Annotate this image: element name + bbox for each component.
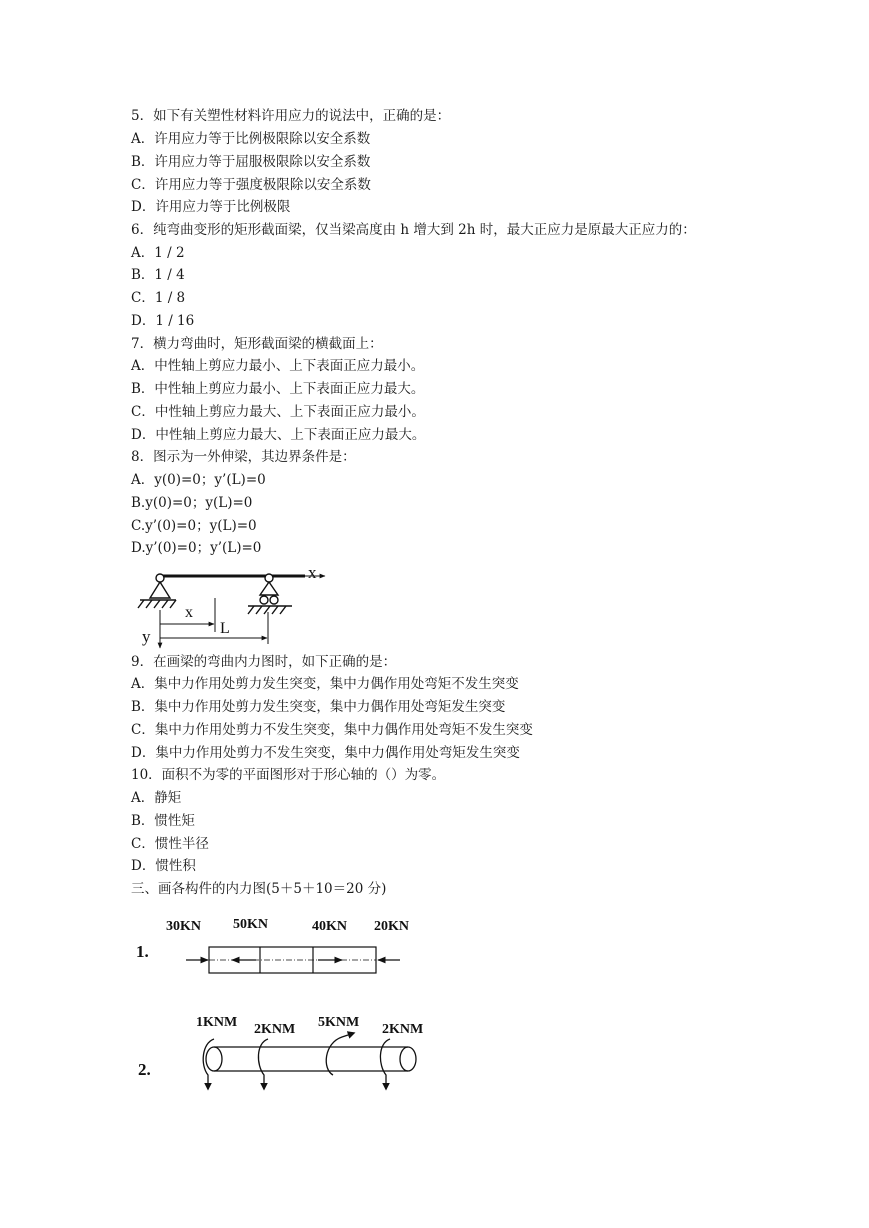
q7-option-a: A．中性轴上剪应力最小、上下表面正应力最小。	[131, 358, 425, 374]
q7-option-d: D．中性轴上剪应力最大、上下表面正应力最大。	[131, 427, 426, 443]
moment-label-5knm: 5KNM	[318, 1015, 360, 1030]
force-label-50kn: 50KN	[233, 917, 268, 932]
q6-stem: 6．纯弯曲变形的矩形截面梁，仅当梁高度由 h 增大到 2h 时，最大正应力是原最大正应力的：	[131, 222, 696, 238]
y-axis-label: y	[142, 627, 151, 646]
pin-support-left	[138, 574, 176, 608]
x-dimension-label: x	[185, 604, 193, 621]
q5-option-d: D．许用应力等于比例极限	[131, 199, 291, 215]
force-label-30kn: 30KN	[166, 919, 201, 934]
q9-option-a: A．集中力作用处剪力发生突变，集中力偶作用处弯矩不发生突变	[131, 676, 519, 692]
overhang-beam-figure	[130, 560, 340, 652]
figure-1-number: 1.	[136, 942, 149, 961]
q6-option-a: A．1 / 2	[131, 245, 185, 261]
q9-option-b: B．集中力作用处剪力发生突变，集中力偶作用处弯矩发生突变	[131, 699, 506, 715]
shaft-body	[206, 1047, 416, 1071]
q6-option-d: D．1 / 16	[131, 313, 195, 329]
x-axis-label: x	[308, 563, 317, 582]
axial-bar-figure	[128, 905, 428, 990]
section-3-heading: 三、画各构件的内力图(5＋5＋10＝20 分)	[131, 881, 387, 897]
q10-option-a: A．静矩	[131, 790, 182, 806]
roller-support-right	[248, 574, 292, 614]
q10-option-b: B．惯性矩	[131, 813, 195, 829]
q10-option-c: C．惯性半径	[131, 836, 209, 852]
q9-option-c: C．集中力作用处剪力不发生突变，集中力偶作用处弯矩不发生突变	[131, 722, 533, 738]
moment-label-2knm-b: 2KNM	[382, 1022, 424, 1037]
q9-option-d: D．集中力作用处剪力不发生突变，集中力偶作用处弯矩发生突变	[131, 745, 520, 761]
force-label-20kn: 20KN	[374, 919, 409, 934]
q8-option-c: C.y’(0)=0；y(L)=0	[131, 518, 257, 534]
q6-option-c: C．1 / 8	[131, 290, 186, 306]
q10-stem: 10．面积不为零的平面图形对于形心轴的（）为零。	[131, 767, 446, 783]
force-label-40kn: 40KN	[312, 919, 347, 934]
q10-option-d: D．惯性积	[131, 858, 196, 874]
q5-option-b: B．许用应力等于屈服极限除以安全系数	[131, 154, 371, 170]
q7-stem: 7．横力弯曲时，矩形截面梁的横截面上：	[131, 336, 383, 352]
q8-option-b: B.y(0)=0；y(L)=0	[131, 495, 253, 511]
torsion-shaft-figure	[128, 1005, 438, 1100]
dimension-lines	[160, 598, 268, 644]
q5-stem: 5．如下有关塑性材料许用应力的说法中，正确的是：	[131, 108, 451, 124]
torque-arrows	[203, 1033, 390, 1089]
q8-stem: 8．图示为一外伸梁，其边界条件是：	[131, 449, 356, 465]
moment-label-2knm-a: 2KNM	[254, 1022, 296, 1037]
moment-label-1knm: 1KNM	[196, 1015, 238, 1030]
L-dimension-label: L	[220, 620, 230, 637]
q5-option-a: A．许用应力等于比例极限除以安全系数	[131, 131, 371, 147]
q7-option-c: C．中性轴上剪应力最大、上下表面正应力最小。	[131, 404, 425, 420]
q9-stem: 9．在画梁的弯曲内力图时，如下正确的是：	[131, 654, 397, 670]
q5-option-c: C．许用应力等于强度极限除以安全系数	[131, 177, 371, 193]
q8-option-a: A．y(0)=0；y’(L)=0	[131, 472, 266, 488]
q7-option-b: B．中性轴上剪应力最小、上下表面正应力最大。	[131, 381, 425, 397]
q6-option-b: B．1 / 4	[131, 267, 185, 283]
q8-option-d: D.y’(0)=0；y’(L)=0	[131, 540, 262, 556]
figure-2-number: 2.	[138, 1060, 151, 1079]
